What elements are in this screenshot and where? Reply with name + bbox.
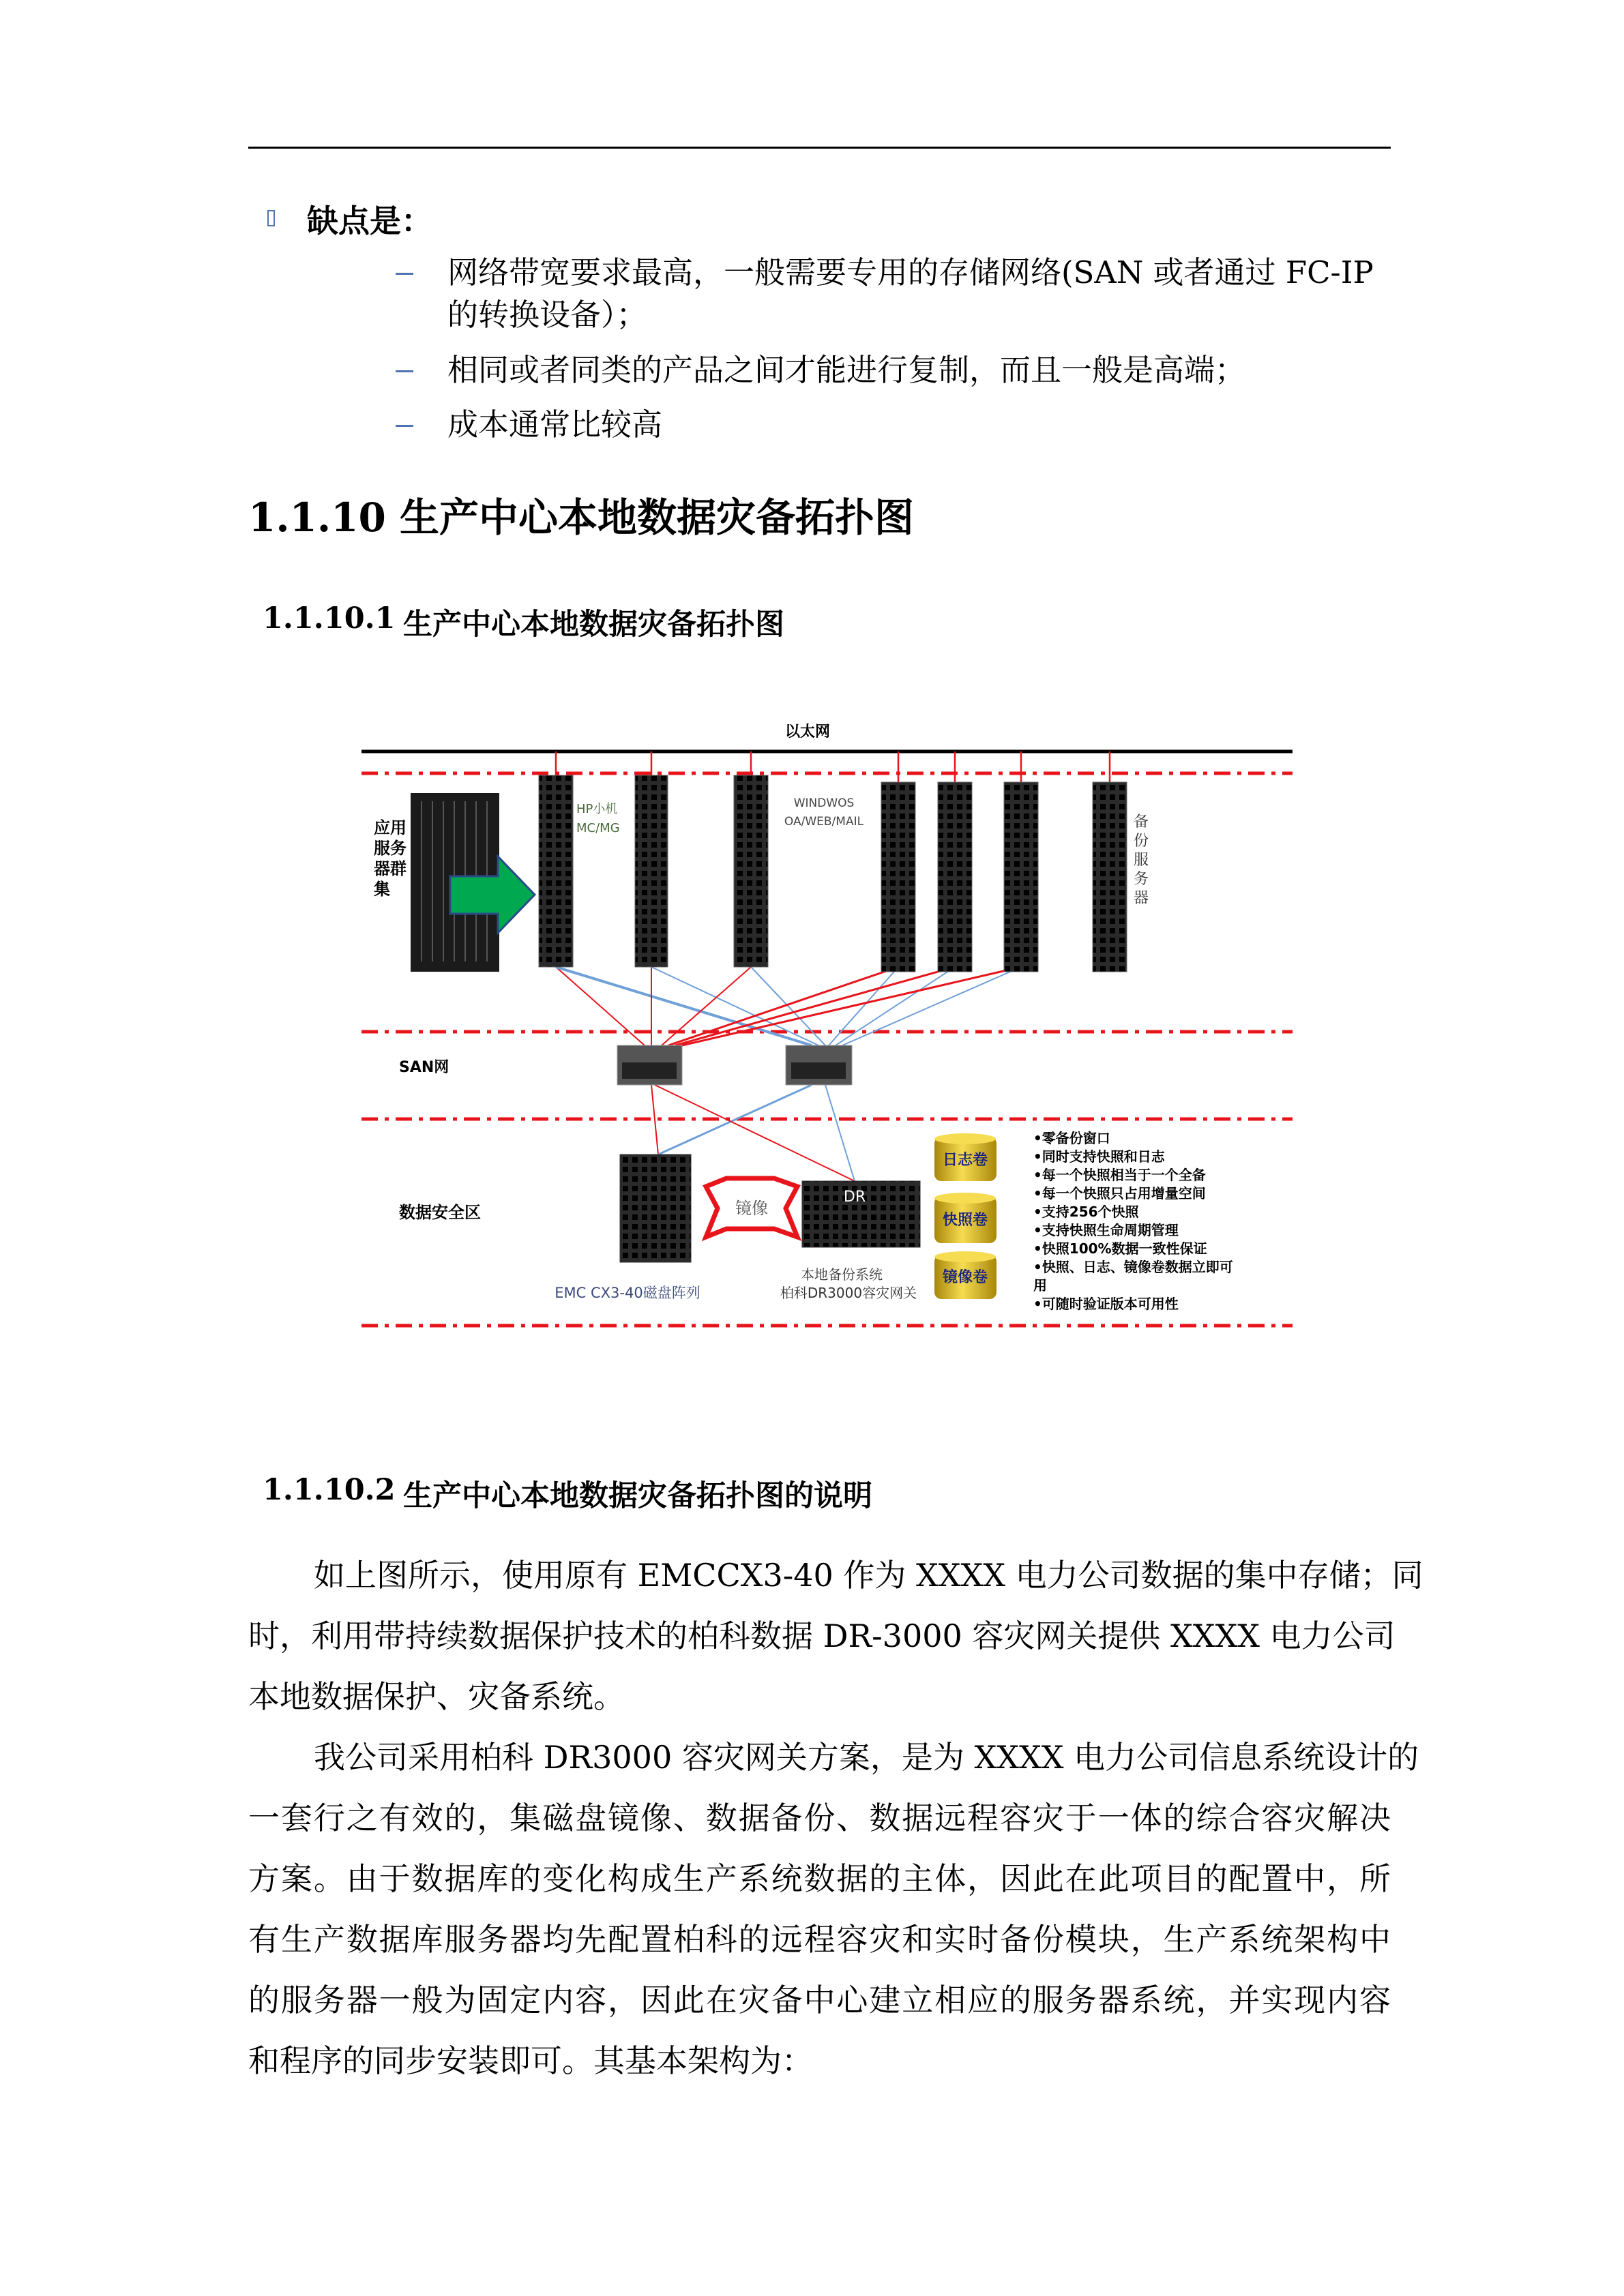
svg-text:柏科DR3000容灾网关: 柏科DR3000容灾网关 <box>780 1285 917 1301</box>
svg-text:用: 用 <box>1033 1277 1047 1294</box>
svg-text:•零备份窗口: •零备份窗口 <box>1033 1130 1110 1146</box>
hp-label <box>576 802 620 835</box>
safe-zone-label: 数据安全区 <box>399 1203 481 1222</box>
svg-text:•可随时验证版本可用性: •可随时验证版本可用性 <box>1033 1296 1179 1312</box>
defect-item-1-line-1: 网络带宽要求最高，一般需要专用的存储网络(SAN 或者通过 FC-IP <box>447 254 1374 290</box>
defect-item-1-line-2: 的转换设备）； <box>447 297 647 333</box>
app-cluster-label <box>374 818 407 899</box>
section-number: 1.1.10 <box>248 494 386 541</box>
windows-label <box>784 796 864 829</box>
section-title: 生产中心本地数据灾备拓扑图 <box>400 494 915 541</box>
san-label: SAN网 <box>399 1059 449 1076</box>
server-windows-4 <box>1004 782 1038 972</box>
paragraph-line: 方案。由于数据库的变化构成生产系统数据的主体，因此在此项目的配置中，所 <box>248 1860 1391 1897</box>
svg-text:•支持快照生命周期管理: •支持快照生命周期管理 <box>1033 1222 1179 1238</box>
svg-text:集: 集 <box>374 880 390 899</box>
subsection-1-title: 生产中心本地数据灾备拓扑图 <box>403 608 784 642</box>
paragraph-line: 时，利用带持续数据保护技术的柏科数据 DR-3000 容灾网关提供 XXXX 电力公司 <box>248 1617 1396 1654</box>
paragraph-line: 和程序的同步安装即可。其基本架构为： <box>248 2042 813 2079</box>
server-windows-3 <box>938 782 972 972</box>
server-windows-1 <box>734 775 768 967</box>
paragraph-line: 的服务器一般为固定内容，因此在灾备中心建立相应的服务器系统，并实现内容 <box>248 1982 1391 2018</box>
defect-item-2: 相同或者同类的产品之间才能进行复制，而且一般是高端； <box>447 352 1246 388</box>
svg-text:备: 备 <box>1134 814 1149 831</box>
paragraph-1 <box>248 1545 1423 2091</box>
svg-text:OA/WEB/MAIL: OA/WEB/MAIL <box>784 815 864 829</box>
paragraph-line: 本地数据保护、灾备系统。 <box>248 1678 625 1715</box>
paragraph-line: 有生产数据库服务器均先配置柏科的远程容灾和实时备份模块，生产系统架构中 <box>248 1921 1391 1958</box>
san-switches <box>617 1045 852 1085</box>
paragraph-line: 如上图所示，使用原有 EMCCX3-40 作为 XXXX 电力公司数据的集中存储；同 <box>314 1557 1423 1594</box>
defects-heading: 缺点是： <box>307 203 432 239</box>
svg-text:•每一个快照只占用增量空间: •每一个快照只占用增量空间 <box>1033 1185 1206 1202</box>
svg-text:服务: 服务 <box>374 839 407 858</box>
server-hp-2 <box>635 775 668 967</box>
svg-text:服: 服 <box>1134 852 1149 869</box>
svg-text:•快照、日志、镜像卷数据立即可: •快照、日志、镜像卷数据立即可 <box>1033 1259 1233 1275</box>
svg-text:务: 务 <box>1134 871 1149 888</box>
paragraph-line: 一套行之有效的，集磁盘镜像、数据备份、数据远程容灾于一体的综合容灾解决 <box>248 1800 1391 1836</box>
mirror-label: 镜像 <box>735 1199 768 1218</box>
backup-server-label <box>1134 814 1149 907</box>
svg-text:MC/MG: MC/MG <box>576 821 620 835</box>
svg-text:•每一个快照相当于一个全备: •每一个快照相当于一个全备 <box>1033 1167 1206 1183</box>
local-backup-label <box>780 1266 917 1301</box>
emc-array <box>620 1154 691 1262</box>
dr-label: DR <box>843 1189 866 1206</box>
feature-list <box>1033 1130 1233 1312</box>
svg-text:器群: 器群 <box>374 859 407 878</box>
server-windows-2 <box>881 782 915 972</box>
volume-snapshot: 快照卷 <box>942 1212 988 1229</box>
paragraph-line: 我公司采用柏科 DR3000 容灾网关方案，是为 XXXX 电力公司信息系统设计的 <box>314 1739 1419 1776</box>
subsection-2-number: 1.1.10.2 <box>263 1473 396 1507</box>
svg-text:•同时支持快照和日志: •同时支持快照和日志 <box>1033 1148 1165 1165</box>
volume-log: 日志卷 <box>942 1152 988 1169</box>
volume-mirror: 镜像卷 <box>942 1269 988 1286</box>
svg-text:WINDWOS: WINDWOS <box>793 796 855 810</box>
server-hp-1 <box>539 775 573 967</box>
defect-item-3: 成本通常比较高 <box>447 406 663 443</box>
volumes <box>934 1133 996 1299</box>
svg-text:份: 份 <box>1134 833 1149 850</box>
emc-label: EMC CX3-40磁盘阵列 <box>555 1285 700 1301</box>
svg-text:本地备份系统: 本地备份系统 <box>801 1266 883 1283</box>
svg-text:•快照100%数据一致性保证: •快照100%数据一致性保证 <box>1033 1240 1207 1257</box>
subsection-1-number: 1.1.10.1 <box>263 601 396 636</box>
svg-text:器: 器 <box>1134 890 1149 907</box>
svg-text:HP小机: HP小机 <box>576 802 618 816</box>
svg-text:应用: 应用 <box>374 818 407 837</box>
subsection-2-title: 生产中心本地数据灾备拓扑图的说明 <box>403 1479 872 1513</box>
ethernet-label: 以太网 <box>784 724 831 741</box>
server-backup <box>1093 782 1127 972</box>
svg-text:•支持256个快照: •支持256个快照 <box>1033 1204 1139 1220</box>
